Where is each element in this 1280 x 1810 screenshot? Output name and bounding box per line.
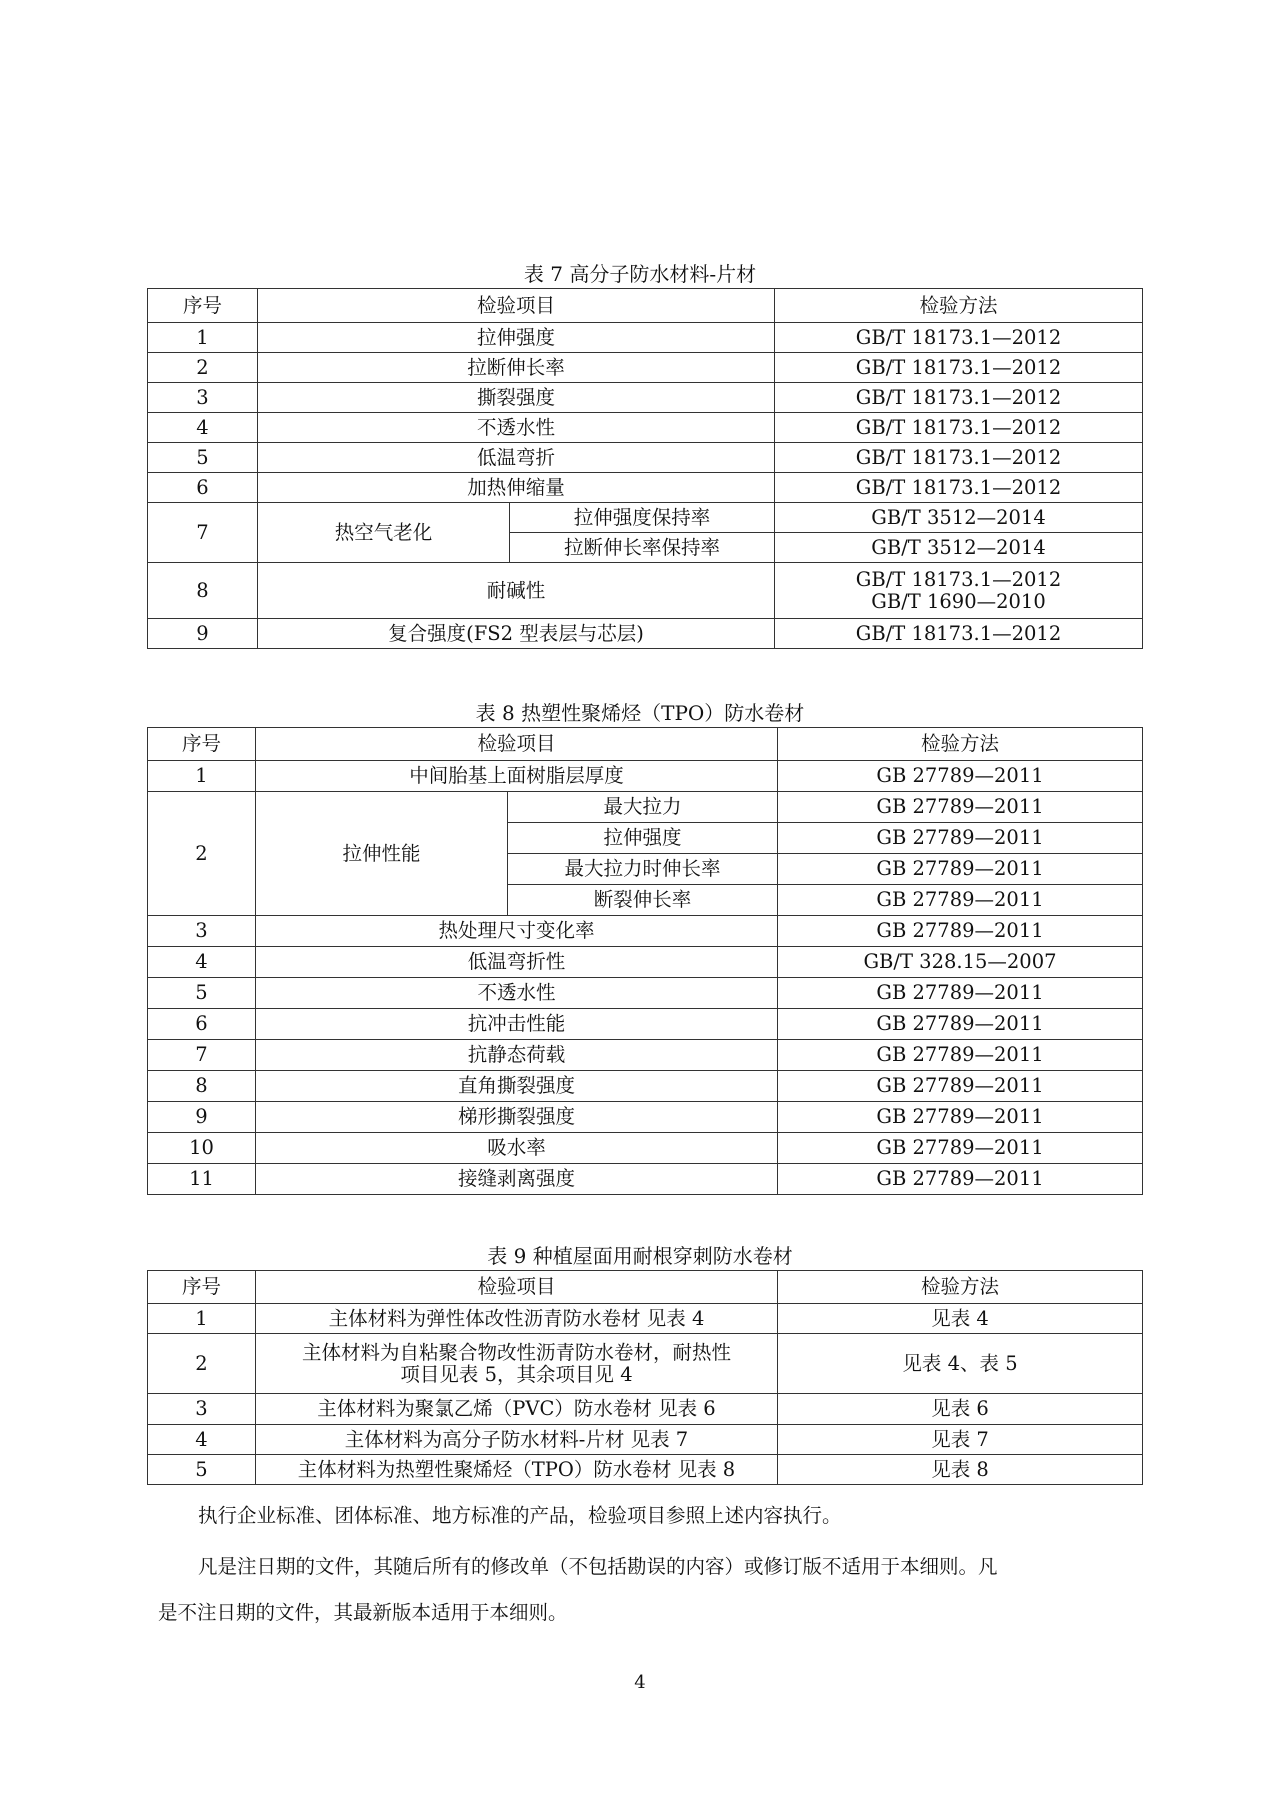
table-row [148, 792, 1143, 823]
row-no: 7 [148, 1040, 256, 1071]
row-no: 8 [148, 563, 258, 619]
row-no: 2 [148, 792, 256, 916]
row-no: 5 [148, 978, 256, 1009]
row-method: GB/T 18173.1—2012 [775, 473, 1143, 503]
row-method: GB 27789—2011 [778, 792, 1143, 823]
table-row [148, 473, 1143, 503]
paragraph-dated-refs-line1: 凡是注日期的文件，其随后所有的修改单（不包括勘误的内容）或修订版不适用于本细则。凡 [198, 1555, 998, 1578]
row-no: 7 [148, 503, 258, 563]
table-row [148, 1071, 1143, 1102]
page-number: 4 [634, 1672, 646, 1693]
table-row [148, 1133, 1143, 1164]
row-item: 直角撕裂强度 [256, 1071, 778, 1102]
row-item: 梯形撕裂强度 [256, 1102, 778, 1133]
row-method: GB/T 18173.1—2012 [775, 619, 1143, 649]
row-no: 1 [148, 1304, 256, 1334]
row-method: GB 27789—2011 [778, 1102, 1143, 1133]
paragraph-scope: 执行企业标准、团体标准、地方标准的产品，检验项目参照上述内容执行。 [198, 1504, 842, 1527]
row-no: 2 [148, 353, 258, 383]
row-item: 耐碱性 [258, 563, 775, 619]
table-row [148, 1009, 1143, 1040]
row-item: 拉断伸长率 [258, 353, 775, 383]
row-item: 热处理尺寸变化率 [256, 916, 778, 947]
table-row [148, 1164, 1143, 1195]
row-method: GB 27789—2011 [778, 1040, 1143, 1071]
method-line: GB/T 18173.1—2012 [855, 567, 1062, 591]
row-method: GB/T 18173.1—2012 [775, 353, 1143, 383]
table9-caption: 表 9 种植屋面用耐根穿刺防水卷材 [487, 1244, 793, 1268]
table-row [148, 413, 1143, 443]
row-no: 11 [148, 1164, 256, 1195]
table-row [148, 1425, 1143, 1455]
row-method: GB 27789—2011 [778, 978, 1143, 1009]
row-subitem: 拉断伸长率保持率 [510, 533, 775, 563]
row-no: 3 [148, 383, 258, 413]
row-item: 撕裂强度 [258, 383, 775, 413]
row-no: 6 [148, 1009, 256, 1040]
row-no: 5 [148, 1455, 256, 1485]
table-row [148, 1040, 1143, 1071]
table-header-row [148, 1271, 1143, 1304]
row-subitem: 最大拉力时伸长率 [508, 854, 778, 885]
row-no: 3 [148, 916, 256, 947]
table-row [148, 563, 1143, 619]
header-no: 序号 [148, 1271, 256, 1304]
row-method: GB/T 3512—2014 [775, 503, 1143, 533]
row-item: 不透水性 [256, 978, 778, 1009]
row-subitem: 拉伸强度保持率 [510, 503, 775, 533]
table-row [148, 1394, 1143, 1425]
row-method: 见表 4、表 5 [778, 1334, 1143, 1394]
row-no: 6 [148, 473, 258, 503]
row-method: 见表 4 [778, 1304, 1143, 1334]
table-row [148, 761, 1143, 792]
row-method: GB 27789—2011 [778, 1071, 1143, 1102]
row-method: GB/T 3512—2014 [775, 533, 1143, 563]
row-method: GB 27789—2011 [778, 1133, 1143, 1164]
row-method: GB 27789—2011 [778, 823, 1143, 854]
table-row [148, 1455, 1143, 1485]
row-method: GB 27789—2011 [778, 885, 1143, 916]
table7 [147, 288, 1143, 649]
header-item: 检验项目 [258, 289, 775, 323]
row-no: 3 [148, 1394, 256, 1425]
row-method: 见表 6 [778, 1394, 1143, 1425]
table-header-row [148, 289, 1143, 323]
row-no: 4 [148, 947, 256, 978]
header-no: 序号 [148, 289, 258, 323]
paragraph-dated-refs-line2: 是不注日期的文件，其最新版本适用于本细则。 [158, 1601, 568, 1624]
row-subitem: 断裂伸长率 [508, 885, 778, 916]
table-row [148, 353, 1143, 383]
row-item: 复合强度(FS2 型表层与芯层) [258, 619, 775, 649]
row-method: GB 27789—2011 [778, 761, 1143, 792]
table9 [147, 1270, 1143, 1485]
row-no: 9 [148, 619, 258, 649]
table-header-row [148, 728, 1143, 761]
row-method: GB/T 18173.1—2012 [775, 413, 1143, 443]
row-item: 抗冲击性能 [256, 1009, 778, 1040]
row-method: 见表 7 [778, 1425, 1143, 1455]
table-row [148, 1102, 1143, 1133]
row-item: 中间胎基上面树脂层厚度 [256, 761, 778, 792]
table-row [148, 947, 1143, 978]
table8-caption: 表 8 热塑性聚烯烃（TPO）防水卷材 [475, 701, 805, 725]
row-subitem: 拉伸强度 [508, 823, 778, 854]
header-method: 检验方法 [775, 289, 1143, 323]
table-row [148, 503, 1143, 533]
row-method: GB/T 18173.1—2012 [775, 323, 1143, 353]
row-method [775, 563, 1143, 619]
header-item: 检验项目 [256, 1271, 778, 1304]
row-item: 主体材料为热塑性聚烯烃（TPO）防水卷材 见表 8 [256, 1455, 778, 1485]
row-item: 主体材料为聚氯乙烯（PVC）防水卷材 见表 6 [256, 1394, 778, 1425]
item-line: 项目见表 5，其余项目见 4 [400, 1362, 633, 1386]
row-method: GB/T 18173.1—2012 [775, 383, 1143, 413]
row-item: 主体材料为高分子防水材料-片材 见表 7 [256, 1425, 778, 1455]
method-line: GB/T 1690—2010 [871, 589, 1046, 613]
row-no: 4 [148, 1425, 256, 1455]
row-method: GB/T 328.15—2007 [778, 947, 1143, 978]
row-method: GB 27789—2011 [778, 1009, 1143, 1040]
table-row [148, 916, 1143, 947]
row-method: GB/T 18173.1—2012 [775, 443, 1143, 473]
row-method: 见表 8 [778, 1455, 1143, 1485]
table-row [148, 383, 1143, 413]
row-method: GB 27789—2011 [778, 916, 1143, 947]
row-group: 热空气老化 [258, 503, 510, 563]
row-item [256, 1334, 778, 1394]
row-item: 低温弯折性 [256, 947, 778, 978]
table-row [148, 443, 1143, 473]
row-group: 拉伸性能 [256, 792, 508, 916]
row-no: 10 [148, 1133, 256, 1164]
row-no: 4 [148, 413, 258, 443]
row-no: 1 [148, 761, 256, 792]
table-row [148, 323, 1143, 353]
table7-caption: 表 7 高分子防水材料-片材 [523, 262, 757, 286]
header-no: 序号 [148, 728, 256, 761]
item-line: 主体材料为自粘聚合物改性沥青防水卷材，耐热性 [301, 1340, 731, 1364]
table-row [148, 1334, 1143, 1394]
row-item: 拉伸强度 [258, 323, 775, 353]
header-item: 检验项目 [256, 728, 778, 761]
row-no: 8 [148, 1071, 256, 1102]
row-no: 1 [148, 323, 258, 353]
row-item: 吸水率 [256, 1133, 778, 1164]
row-subitem: 最大拉力 [508, 792, 778, 823]
header-method: 检验方法 [778, 1271, 1143, 1304]
table-row [148, 978, 1143, 1009]
row-item: 低温弯折 [258, 443, 775, 473]
row-item: 主体材料为弹性体改性沥青防水卷材 见表 4 [256, 1304, 778, 1334]
table8 [147, 727, 1143, 1195]
row-no: 9 [148, 1102, 256, 1133]
row-no: 5 [148, 443, 258, 473]
row-item: 抗静态荷载 [256, 1040, 778, 1071]
row-item: 加热伸缩量 [258, 473, 775, 503]
row-method: GB 27789—2011 [778, 854, 1143, 885]
table-row [148, 619, 1143, 649]
row-no: 2 [148, 1334, 256, 1394]
row-item: 接缝剥离强度 [256, 1164, 778, 1195]
row-method: GB 27789—2011 [778, 1164, 1143, 1195]
row-item: 不透水性 [258, 413, 775, 443]
table-row [148, 1304, 1143, 1334]
header-method: 检验方法 [778, 728, 1143, 761]
